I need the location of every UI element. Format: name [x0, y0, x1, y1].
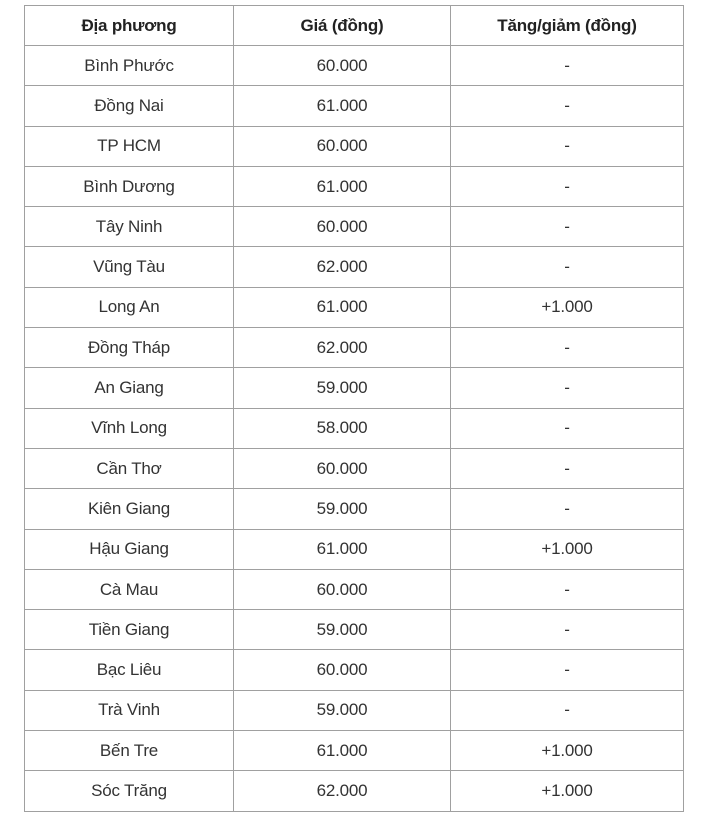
cell-region: Sóc Trăng — [25, 771, 234, 811]
cell-price: 60.000 — [234, 650, 451, 690]
cell-change: - — [451, 489, 684, 529]
header-region: Địa phương — [25, 6, 234, 46]
cell-region: Long An — [25, 287, 234, 327]
cell-price: 59.000 — [234, 690, 451, 730]
table-row — [25, 610, 684, 650]
cell-price: 60.000 — [234, 207, 451, 247]
cell-region: Tây Ninh — [25, 207, 234, 247]
cell-region: Kiên Giang — [25, 489, 234, 529]
cell-change: - — [451, 690, 684, 730]
table-row — [25, 650, 684, 690]
table-row — [25, 731, 684, 771]
table-row — [25, 569, 684, 609]
table-row — [25, 368, 684, 408]
cell-price: 62.000 — [234, 247, 451, 287]
cell-price: 61.000 — [234, 529, 451, 569]
table-row — [25, 126, 684, 166]
cell-change: - — [451, 569, 684, 609]
price-table — [24, 5, 684, 812]
cell-change: - — [451, 207, 684, 247]
cell-change: - — [451, 126, 684, 166]
cell-change: - — [451, 448, 684, 488]
cell-region: Cần Thơ — [25, 448, 234, 488]
table-row — [25, 690, 684, 730]
cell-change: +1.000 — [451, 529, 684, 569]
header-row — [25, 6, 684, 46]
cell-change: - — [451, 247, 684, 287]
cell-change: +1.000 — [451, 731, 684, 771]
cell-price: 61.000 — [234, 86, 451, 126]
cell-region: Bình Dương — [25, 166, 234, 206]
cell-region: Đồng Tháp — [25, 328, 234, 368]
cell-change: - — [451, 166, 684, 206]
cell-price: 61.000 — [234, 287, 451, 327]
cell-region: Vũng Tàu — [25, 247, 234, 287]
cell-change: - — [451, 650, 684, 690]
cell-region: Đồng Nai — [25, 86, 234, 126]
table-row — [25, 408, 684, 448]
cell-region: Hậu Giang — [25, 529, 234, 569]
cell-change: +1.000 — [451, 771, 684, 811]
cell-region: Bến Tre — [25, 731, 234, 771]
cell-region: Trà Vinh — [25, 690, 234, 730]
cell-change: - — [451, 368, 684, 408]
cell-price: 61.000 — [234, 731, 451, 771]
header-change: Tăng/giảm (đồng) — [451, 6, 684, 46]
cell-price: 59.000 — [234, 610, 451, 650]
price-table-container — [24, 5, 684, 812]
table-row — [25, 529, 684, 569]
cell-price: 61.000 — [234, 166, 451, 206]
cell-price: 58.000 — [234, 408, 451, 448]
cell-price: 60.000 — [234, 569, 451, 609]
cell-price: 60.000 — [234, 448, 451, 488]
cell-change: - — [451, 46, 684, 86]
cell-price: 62.000 — [234, 771, 451, 811]
cell-change: - — [451, 610, 684, 650]
cell-price: 62.000 — [234, 328, 451, 368]
table-row — [25, 328, 684, 368]
cell-change: - — [451, 328, 684, 368]
table-row — [25, 166, 684, 206]
table-row — [25, 86, 684, 126]
header-price: Giá (đồng) — [234, 6, 451, 46]
table-row — [25, 489, 684, 529]
cell-region: Vĩnh Long — [25, 408, 234, 448]
table-row — [25, 46, 684, 86]
table-header — [25, 6, 684, 46]
cell-change: - — [451, 86, 684, 126]
table-row — [25, 448, 684, 488]
cell-region: Cà Mau — [25, 569, 234, 609]
cell-region: Bình Phước — [25, 46, 234, 86]
cell-region: TP HCM — [25, 126, 234, 166]
cell-price: 59.000 — [234, 489, 451, 529]
cell-price: 60.000 — [234, 46, 451, 86]
cell-region: Bạc Liêu — [25, 650, 234, 690]
cell-change: +1.000 — [451, 287, 684, 327]
cell-price: 59.000 — [234, 368, 451, 408]
cell-change: - — [451, 408, 684, 448]
table-row — [25, 287, 684, 327]
cell-region: Tiền Giang — [25, 610, 234, 650]
table-row — [25, 207, 684, 247]
table-body — [25, 46, 684, 812]
cell-region: An Giang — [25, 368, 234, 408]
table-row — [25, 247, 684, 287]
cell-price: 60.000 — [234, 126, 451, 166]
table-row — [25, 771, 684, 811]
